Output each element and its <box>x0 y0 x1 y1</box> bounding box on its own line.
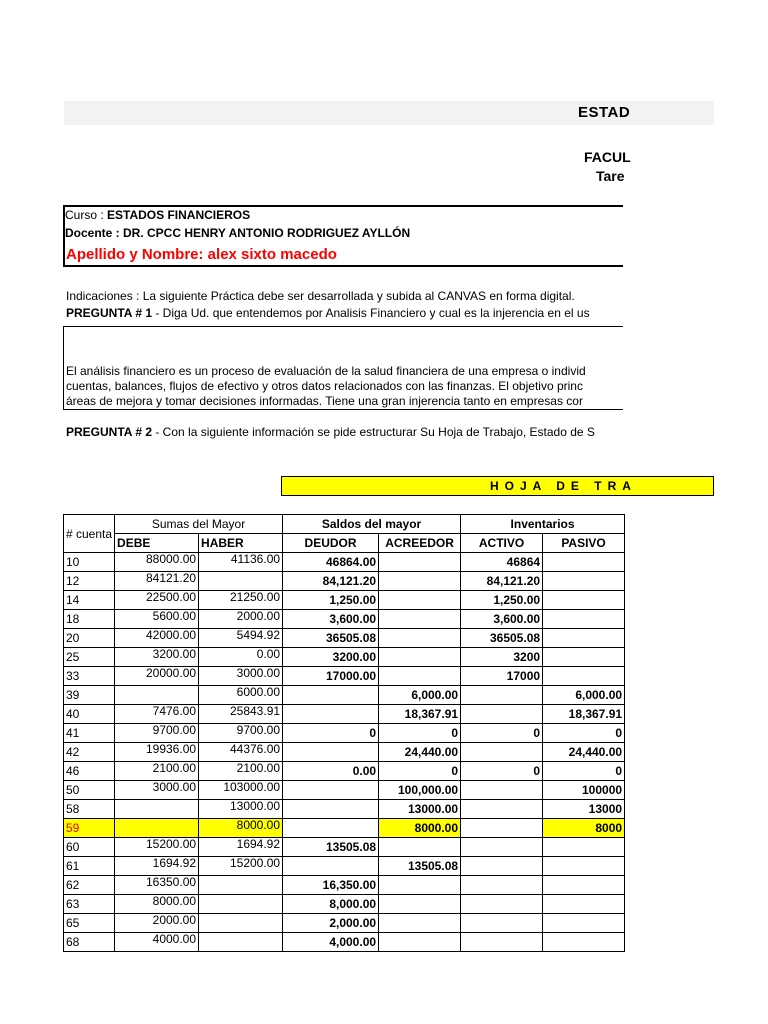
cell-activo[interactable] <box>461 819 543 838</box>
table-row <box>64 933 625 952</box>
question-1-label: PREGUNTA # 1 <box>66 306 153 320</box>
cell-debe[interactable]: 22500.00 <box>115 591 199 610</box>
cell-pasivo[interactable] <box>543 629 625 648</box>
cell-activo[interactable]: 36505.08 <box>461 629 543 648</box>
cell-cuenta[interactable]: 68 <box>64 933 115 952</box>
cell-pasivo[interactable] <box>543 876 625 895</box>
cell-pasivo[interactable] <box>543 857 625 876</box>
table-row <box>64 686 625 705</box>
cell-debe[interactable] <box>115 800 199 819</box>
table-row <box>64 781 625 800</box>
cell-pasivo[interactable]: 100000 <box>543 781 625 800</box>
cell-cuenta[interactable]: 59 <box>64 819 115 838</box>
group-header-inventarios: Inventarios <box>461 515 625 534</box>
cell-acreedor[interactable] <box>379 629 461 648</box>
question-1-text: - Diga Ud. que entendemos por Analisis Financiero y cual es la injerencia en el us <box>152 306 590 320</box>
col-header-haber: HABER <box>199 534 283 553</box>
cell-acreedor[interactable] <box>379 572 461 591</box>
question-2 <box>66 424 622 440</box>
cell-pasivo[interactable] <box>543 648 625 667</box>
cell-debe[interactable]: 1694.92 <box>115 857 199 876</box>
cell-deudor[interactable] <box>283 781 379 800</box>
cell-cuenta[interactable]: 63 <box>64 895 115 914</box>
cell-acreedor[interactable]: 18,367.91 <box>379 705 461 724</box>
answer-line-3: áreas de mejora y tomar decisiones informadas. Tiene una gran injerencia tanto en empresas cor <box>66 394 583 408</box>
cell-activo[interactable] <box>461 686 543 705</box>
cell-haber[interactable] <box>199 933 283 952</box>
cell-haber[interactable]: 25843.91 <box>199 705 283 724</box>
table-row <box>64 667 625 686</box>
table-row <box>64 762 625 781</box>
cell-acreedor[interactable] <box>379 933 461 952</box>
cell-debe[interactable]: 42000.00 <box>115 629 199 648</box>
cell-haber[interactable]: 103000.00 <box>199 781 283 800</box>
cell-cuenta[interactable]: 39 <box>64 686 115 705</box>
cell-acreedor[interactable] <box>379 591 461 610</box>
cell-deudor[interactable]: 8,000.00 <box>283 895 379 914</box>
cell-haber[interactable]: 13000.00 <box>199 800 283 819</box>
cell-cuenta[interactable]: 18 <box>64 610 115 629</box>
cell-deudor[interactable] <box>283 705 379 724</box>
cell-haber[interactable]: 5494.92 <box>199 629 283 648</box>
table-row <box>64 819 625 838</box>
cell-haber[interactable] <box>199 895 283 914</box>
cell-cuenta[interactable]: 25 <box>64 648 115 667</box>
cell-debe[interactable]: 84121.20 <box>115 572 199 591</box>
table-row <box>64 591 625 610</box>
cell-cuenta[interactable]: 61 <box>64 857 115 876</box>
cell-activo[interactable] <box>461 800 543 819</box>
cell-debe[interactable]: 9700.00 <box>115 724 199 743</box>
cell-haber[interactable]: 6000.00 <box>199 686 283 705</box>
cell-pasivo[interactable] <box>543 914 625 933</box>
table-row <box>64 610 625 629</box>
cell-haber[interactable]: 0.00 <box>199 648 283 667</box>
cell-activo[interactable] <box>461 933 543 952</box>
cell-acreedor[interactable] <box>379 895 461 914</box>
answer-line-1: El análisis financiero es un proceso de evaluación de la salud financiera de una empresa o individ <box>66 364 586 378</box>
cell-cuenta[interactable]: 12 <box>64 572 115 591</box>
table-row <box>64 553 625 572</box>
cell-deudor[interactable]: 46864.00 <box>283 553 379 572</box>
cell-cuenta[interactable]: 62 <box>64 876 115 895</box>
table-row <box>64 800 625 819</box>
cell-deudor[interactable]: 4,000.00 <box>283 933 379 952</box>
cell-cuenta[interactable]: 46 <box>64 762 115 781</box>
cell-deudor[interactable]: 84,121.20 <box>283 572 379 591</box>
instructions: Indicaciones : La siguiente Práctica debe ser desarrollada y subida al CANVAS en forma digital. <box>66 289 575 303</box>
cell-pasivo[interactable] <box>543 667 625 686</box>
question-2-label: PREGUNTA # 2 <box>66 425 153 439</box>
cell-haber[interactable]: 9700.00 <box>199 724 283 743</box>
cell-activo[interactable]: 84,121.20 <box>461 572 543 591</box>
teacher-line: Docente : DR. CPCC HENRY ANTONIO RODRIGUEZ AYLLÓN <box>65 226 411 240</box>
question-1 <box>66 305 622 321</box>
col-header-pasivo: PASIVO <box>543 534 625 553</box>
cell-acreedor[interactable]: 0 <box>379 762 461 781</box>
cell-pasivo[interactable]: 24,440.00 <box>543 743 625 762</box>
table-row <box>64 572 625 591</box>
col-header-activo: ACTIVO <box>461 534 543 553</box>
cell-deudor[interactable]: 0.00 <box>283 762 379 781</box>
cell-acreedor[interactable] <box>379 648 461 667</box>
cell-haber[interactable]: 21250.00 <box>199 591 283 610</box>
course-value: ESTADOS FINANCIEROS <box>107 208 251 222</box>
cell-acreedor[interactable]: 0 <box>379 724 461 743</box>
cell-debe[interactable]: 3000.00 <box>115 781 199 800</box>
cell-haber[interactable] <box>199 876 283 895</box>
cell-pasivo[interactable]: 18,367.91 <box>543 705 625 724</box>
cell-activo[interactable]: 3,600.00 <box>461 610 543 629</box>
cell-pasivo[interactable]: 8000 <box>543 819 625 838</box>
document-title: ESTAD <box>578 104 631 121</box>
cell-haber[interactable]: 44376.00 <box>199 743 283 762</box>
cell-activo[interactable]: 46864 <box>461 553 543 572</box>
cell-debe[interactable]: 4000.00 <box>115 933 199 952</box>
cell-pasivo[interactable] <box>543 895 625 914</box>
answer-line-2: cuentas, balances, flujos de efectivo y otros datos relacionados con las finanzas. El objetivo princ <box>66 379 583 393</box>
group-header-sumas: Sumas del Mayor <box>115 515 283 534</box>
cell-activo[interactable] <box>461 743 543 762</box>
worksheet-table <box>63 514 625 952</box>
cell-acreedor[interactable]: 13000.00 <box>379 800 461 819</box>
cell-acreedor[interactable]: 6,000.00 <box>379 686 461 705</box>
cell-cuenta[interactable]: 20 <box>64 629 115 648</box>
cell-activo[interactable] <box>461 857 543 876</box>
table-row <box>64 914 625 933</box>
cell-debe[interactable]: 3200.00 <box>115 648 199 667</box>
worksheet-title: HOJA DE TRA <box>490 479 637 493</box>
cell-haber[interactable] <box>199 572 283 591</box>
cell-cuenta[interactable]: 65 <box>64 914 115 933</box>
table-row <box>64 724 625 743</box>
cell-debe[interactable]: 5600.00 <box>115 610 199 629</box>
cell-deudor[interactable]: 17000.00 <box>283 667 379 686</box>
cell-deudor[interactable] <box>283 743 379 762</box>
cell-deudor[interactable]: 36505.08 <box>283 629 379 648</box>
course-label: Curso : <box>65 208 108 222</box>
col-header-acreedor: ACREEDOR <box>379 534 461 553</box>
cell-pasivo[interactable]: 6,000.00 <box>543 686 625 705</box>
cell-acreedor[interactable] <box>379 667 461 686</box>
cell-cuenta[interactable]: 10 <box>64 553 115 572</box>
cell-deudor[interactable]: 3200.00 <box>283 648 379 667</box>
cell-acreedor[interactable]: 8000.00 <box>379 819 461 838</box>
table-row <box>64 648 625 667</box>
cell-deudor[interactable] <box>283 857 379 876</box>
cell-pasivo[interactable] <box>543 553 625 572</box>
cell-activo[interactable] <box>461 781 543 800</box>
cell-acreedor[interactable]: 100,000.00 <box>379 781 461 800</box>
cell-debe[interactable] <box>115 819 199 838</box>
cell-activo[interactable] <box>461 838 543 857</box>
cell-activo[interactable]: 1,250.00 <box>461 591 543 610</box>
cell-cuenta[interactable]: 41 <box>64 724 115 743</box>
cell-haber[interactable]: 3000.00 <box>199 667 283 686</box>
question-2-text: - Con la siguiente información se pide estructurar Su Hoja de Trabajo, Estado de S <box>152 425 595 439</box>
cell-acreedor[interactable] <box>379 553 461 572</box>
cell-pasivo[interactable]: 0 <box>543 724 625 743</box>
cell-pasivo[interactable] <box>543 933 625 952</box>
cell-deudor[interactable]: 0 <box>283 724 379 743</box>
cell-debe[interactable]: 20000.00 <box>115 667 199 686</box>
cell-activo[interactable] <box>461 895 543 914</box>
cell-debe[interactable]: 15200.00 <box>115 838 199 857</box>
cell-debe[interactable]: 7476.00 <box>115 705 199 724</box>
cell-activo[interactable]: 0 <box>461 762 543 781</box>
task-label: Tare <box>596 168 625 184</box>
cell-haber[interactable]: 41136.00 <box>199 553 283 572</box>
cell-acreedor[interactable] <box>379 914 461 933</box>
cell-acreedor[interactable] <box>379 876 461 895</box>
cell-debe[interactable]: 2100.00 <box>115 762 199 781</box>
cell-cuenta[interactable]: 58 <box>64 800 115 819</box>
table-row <box>64 857 625 876</box>
cell-haber[interactable]: 8000.00 <box>199 819 283 838</box>
group-header-saldos: Saldos del mayor <box>283 515 461 534</box>
cell-activo[interactable]: 17000 <box>461 667 543 686</box>
col-header-debe: DEBE <box>115 534 199 553</box>
cell-haber[interactable]: 1694.92 <box>199 838 283 857</box>
cell-activo[interactable] <box>461 914 543 933</box>
cell-deudor[interactable] <box>283 819 379 838</box>
cell-activo[interactable]: 3200 <box>461 648 543 667</box>
cell-deudor[interactable]: 3,600.00 <box>283 610 379 629</box>
cell-deudor[interactable] <box>283 686 379 705</box>
cell-pasivo[interactable] <box>543 591 625 610</box>
table-row <box>64 629 625 648</box>
table-row <box>64 743 625 762</box>
cell-deudor[interactable]: 13505.08 <box>283 838 379 857</box>
cell-acreedor[interactable] <box>379 838 461 857</box>
cell-debe[interactable]: 2000.00 <box>115 914 199 933</box>
table-row <box>64 876 625 895</box>
cell-debe[interactable]: 8000.00 <box>115 895 199 914</box>
cell-cuenta[interactable]: 14 <box>64 591 115 610</box>
student-name: Apellido y Nombre: alex sixto macedo <box>66 246 337 263</box>
cell-debe[interactable] <box>115 686 199 705</box>
cell-haber[interactable]: 2100.00 <box>199 762 283 781</box>
col-header-deudor: DEUDOR <box>283 534 379 553</box>
faculty-label: FACUL <box>584 149 631 165</box>
cell-debe[interactable]: 16350.00 <box>115 876 199 895</box>
col-header-cuenta: # cuenta <box>64 515 115 553</box>
cell-haber[interactable]: 15200.00 <box>199 857 283 876</box>
cell-deudor[interactable]: 2,000.00 <box>283 914 379 933</box>
cell-cuenta[interactable]: 42 <box>64 743 115 762</box>
cell-cuenta[interactable]: 40 <box>64 705 115 724</box>
table-row <box>64 705 625 724</box>
cell-acreedor[interactable] <box>379 610 461 629</box>
cell-acreedor[interactable]: 13505.08 <box>379 857 461 876</box>
cell-pasivo[interactable]: 0 <box>543 762 625 781</box>
cell-pasivo[interactable]: 13000 <box>543 800 625 819</box>
table-row <box>64 895 625 914</box>
cell-haber[interactable] <box>199 914 283 933</box>
course-line <box>65 208 250 222</box>
cell-cuenta[interactable]: 50 <box>64 781 115 800</box>
cell-haber[interactable]: 2000.00 <box>199 610 283 629</box>
cell-debe[interactable]: 19936.00 <box>115 743 199 762</box>
cell-deudor[interactable]: 16,350.00 <box>283 876 379 895</box>
cell-activo[interactable] <box>461 705 543 724</box>
cell-cuenta[interactable]: 33 <box>64 667 115 686</box>
cell-activo[interactable]: 0 <box>461 724 543 743</box>
table-row <box>64 838 625 857</box>
cell-pasivo[interactable] <box>543 838 625 857</box>
cell-cuenta[interactable]: 60 <box>64 838 115 857</box>
cell-deudor[interactable]: 1,250.00 <box>283 591 379 610</box>
cell-acreedor[interactable]: 24,440.00 <box>379 743 461 762</box>
cell-activo[interactable] <box>461 876 543 895</box>
cell-deudor[interactable] <box>283 800 379 819</box>
cell-pasivo[interactable] <box>543 572 625 591</box>
cell-pasivo[interactable] <box>543 610 625 629</box>
cell-debe[interactable]: 88000.00 <box>115 553 199 572</box>
